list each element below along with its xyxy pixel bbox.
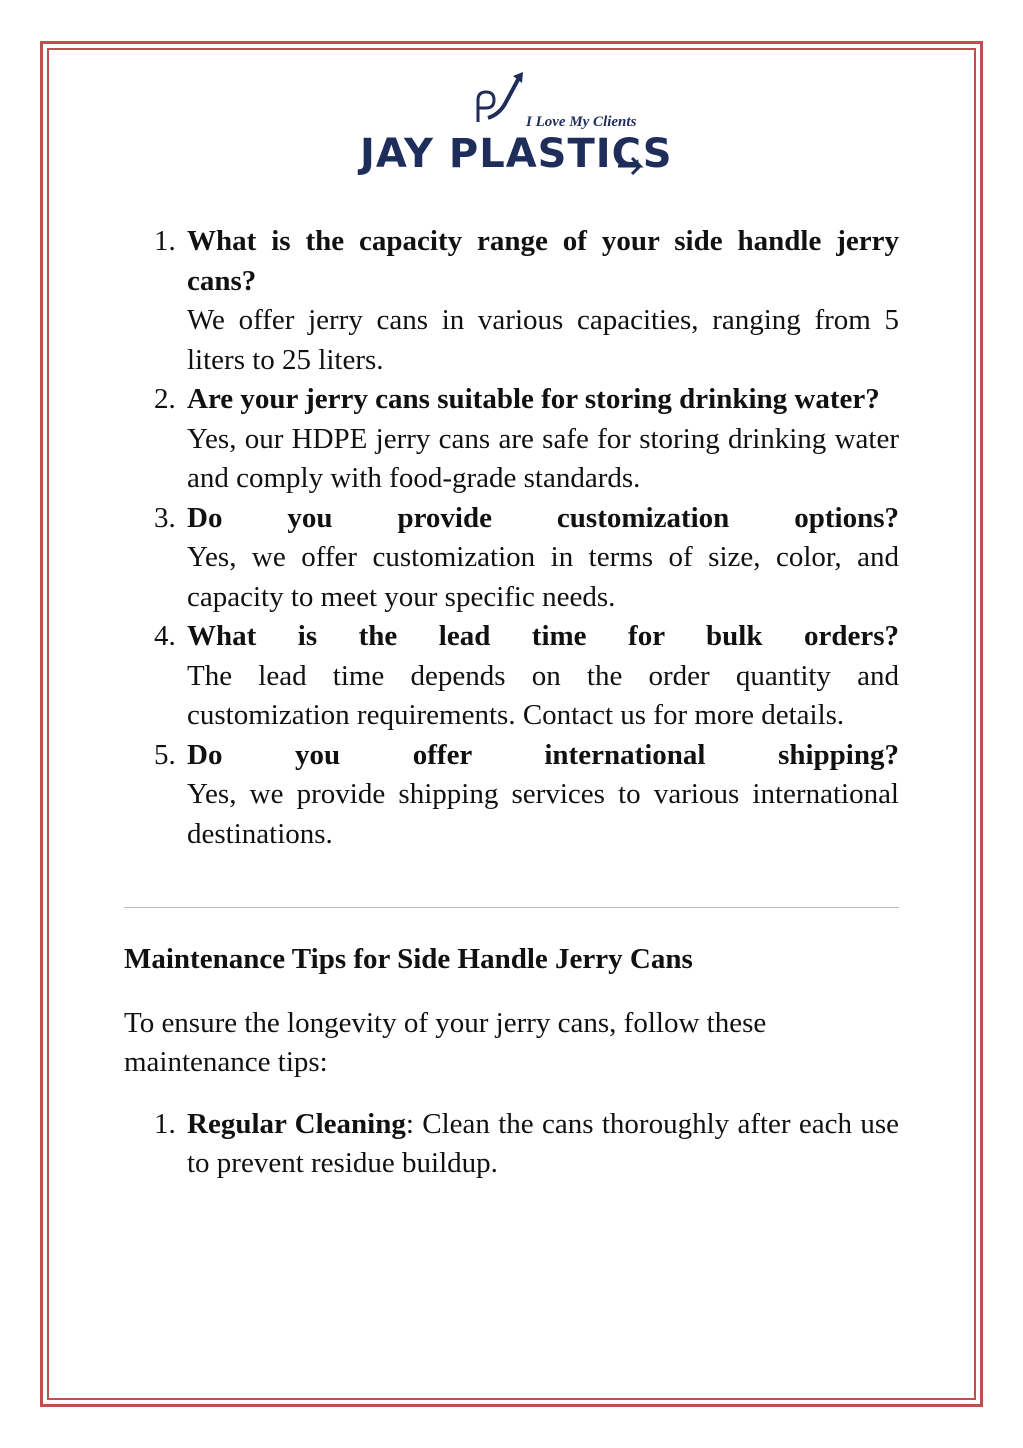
faq-item: [124, 736, 899, 855]
faq-number: 2.: [154, 383, 176, 415]
tip-separator: :: [405, 1107, 423, 1140]
tip-item: [124, 1105, 899, 1184]
faq-question: Do you provide customization options?: [187, 501, 899, 534]
logo-wordmark: JAY PLASTICS: [360, 131, 673, 177]
tip-text: Clean the cans thoroughly after each use to prevent residue buildup.: [187, 1107, 899, 1179]
maintenance-intro: To ensure the longevity of your jerry cans, follow these maintenance tips:: [124, 1006, 767, 1078]
faq-answer: Yes, we offer customization in terms of size, color, and capacity to meet your specific needs.: [187, 541, 899, 613]
faq-item: [124, 617, 899, 736]
tip-title: Regular Cleaning: [187, 1107, 406, 1140]
faq-item: [124, 222, 899, 380]
faq-number: 5.: [154, 738, 176, 771]
section-divider: [124, 907, 899, 908]
faq-answer: Yes, our HDPE jerry cans are safe for storing drinking water and comply with food-grade standards.: [187, 422, 899, 494]
faq-answer: Yes, we provide shipping services to various international destinations.: [187, 778, 899, 850]
faq-question: Are your jerry cans suitable for storing drinking water?: [187, 383, 880, 415]
faq-answer: The lead time depends on the order quantity and customization requirements. Contact us for more details.: [187, 659, 899, 731]
jay-plastics-logo: [360, 70, 673, 185]
faq-answer: We offer jerry cans in various capacities, ranging from 5 liters to 25 liters.: [187, 304, 899, 376]
faq-question: What is the capacity range of your side handle jerry cans?: [187, 225, 899, 297]
faq-number: 1.: [154, 225, 176, 257]
maintenance-tips-list: [124, 1105, 899, 1184]
faq-item: [124, 380, 899, 499]
faq-number: 3.: [154, 501, 176, 534]
maintenance-heading: Maintenance Tips for Side Handle Jerry Cans: [124, 943, 693, 975]
faq-list: [124, 222, 899, 854]
faq-item: [124, 499, 899, 618]
document-body: [124, 222, 899, 1184]
tip-number: 1.: [154, 1107, 176, 1140]
faq-question: Do you offer international shipping?: [187, 738, 899, 771]
faq-number: 4.: [154, 620, 176, 652]
logo-tagline: I Love My Clients: [526, 114, 637, 130]
faq-question: What is the lead time for bulk orders?: [187, 620, 899, 652]
